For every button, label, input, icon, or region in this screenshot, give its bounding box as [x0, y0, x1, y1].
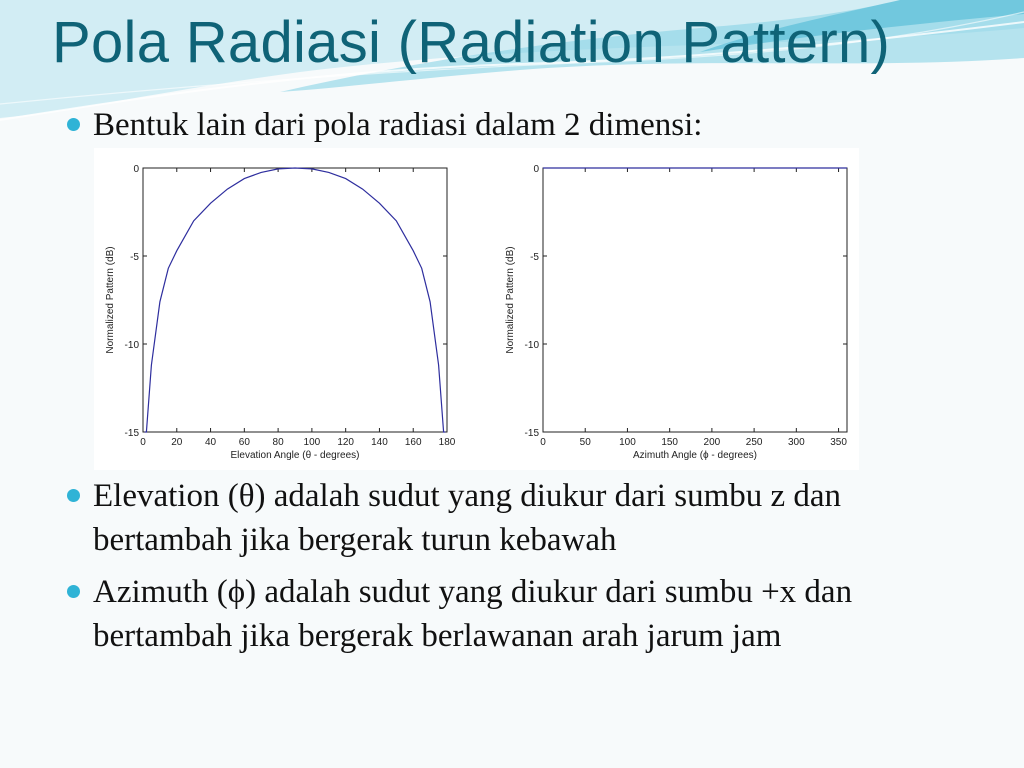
- bullet-text: Azimuth (ϕ) adalah sudut yang diukur dari sumbu +x dan bertambah jika bergerak berlawanan arah jarum jam: [93, 574, 853, 654]
- chart2-y-tick-label: -15: [524, 428, 539, 439]
- chart1-x-tick-label: 80: [272, 437, 284, 448]
- chart2-x-tick-label: 350: [830, 437, 847, 448]
- bullet-dot-icon: [67, 585, 80, 598]
- chart1-x-tick-label: 60: [238, 437, 250, 448]
- radiation-pattern-charts: [94, 148, 859, 470]
- chart2-x-tick-label: 250: [745, 437, 763, 448]
- chart1-x-tick-label: 160: [404, 437, 422, 448]
- chart1-y-tick-label: -5: [130, 252, 139, 263]
- chart1-x-tick-label: 180: [438, 437, 456, 448]
- chart1-y-tick-label: 0: [133, 164, 139, 175]
- chart2-x-tick-label: 150: [661, 437, 679, 448]
- bullet-text: Elevation (θ) adalah sudut yang diukur dari sumbu z dan bertambah jika bergerak turun kebawah: [93, 478, 842, 558]
- chart1-plot-frame: [143, 168, 447, 432]
- chart2-plot-frame: [543, 168, 847, 432]
- chart2-y-tick-label: 0: [533, 164, 539, 175]
- chart1-x-tick-label: 40: [204, 437, 217, 448]
- charts-canvas: [94, 148, 859, 470]
- chart2-x-tick-label: 300: [787, 437, 805, 448]
- slide-title: Pola Radiasi (Radiation Pattern): [52, 10, 891, 75]
- chart1-x-tick-label: 120: [337, 437, 355, 448]
- chart2-x-tick-label: 200: [703, 437, 721, 448]
- chart2-y-tick-label: -10: [524, 340, 539, 351]
- chart2-x-tick-label: 0: [540, 437, 546, 448]
- chart1-x-tick-label: 20: [171, 437, 183, 448]
- bullet-dot-icon: [67, 489, 80, 502]
- chart1-x-tick-label: 140: [371, 437, 388, 448]
- chart1-x-tick-label: 100: [303, 437, 321, 448]
- chart2-y-tick-label: -5: [530, 252, 539, 263]
- chart1-x-axis-label: Elevation Angle (θ - degrees): [230, 450, 360, 461]
- bullet-item-intro: [93, 103, 993, 147]
- chart2-y-axis-label: Normalized Pattern (dB): [505, 246, 516, 354]
- chart2-x-axis-label: Azimuth Angle (ϕ - degrees): [633, 450, 757, 461]
- chart2-x-tick-label: 50: [579, 437, 591, 448]
- bullet-text: Bentuk lain dari pola radiasi dalam 2 dimensi:: [93, 107, 703, 143]
- bullet-item-azimuth: [93, 570, 973, 658]
- chart1-series-line: [145, 168, 446, 432]
- chart1-y-tick-label: -15: [124, 428, 139, 439]
- chart1-y-axis-label: Normalized Pattern (dB): [105, 246, 116, 354]
- chart1-y-tick-label: -10: [124, 340, 139, 351]
- bullet-dot-icon: [67, 118, 80, 131]
- bullet-item-elevation: [93, 474, 973, 562]
- chart2-x-tick-label: 100: [619, 437, 636, 448]
- chart1-x-tick-label: 0: [140, 437, 146, 448]
